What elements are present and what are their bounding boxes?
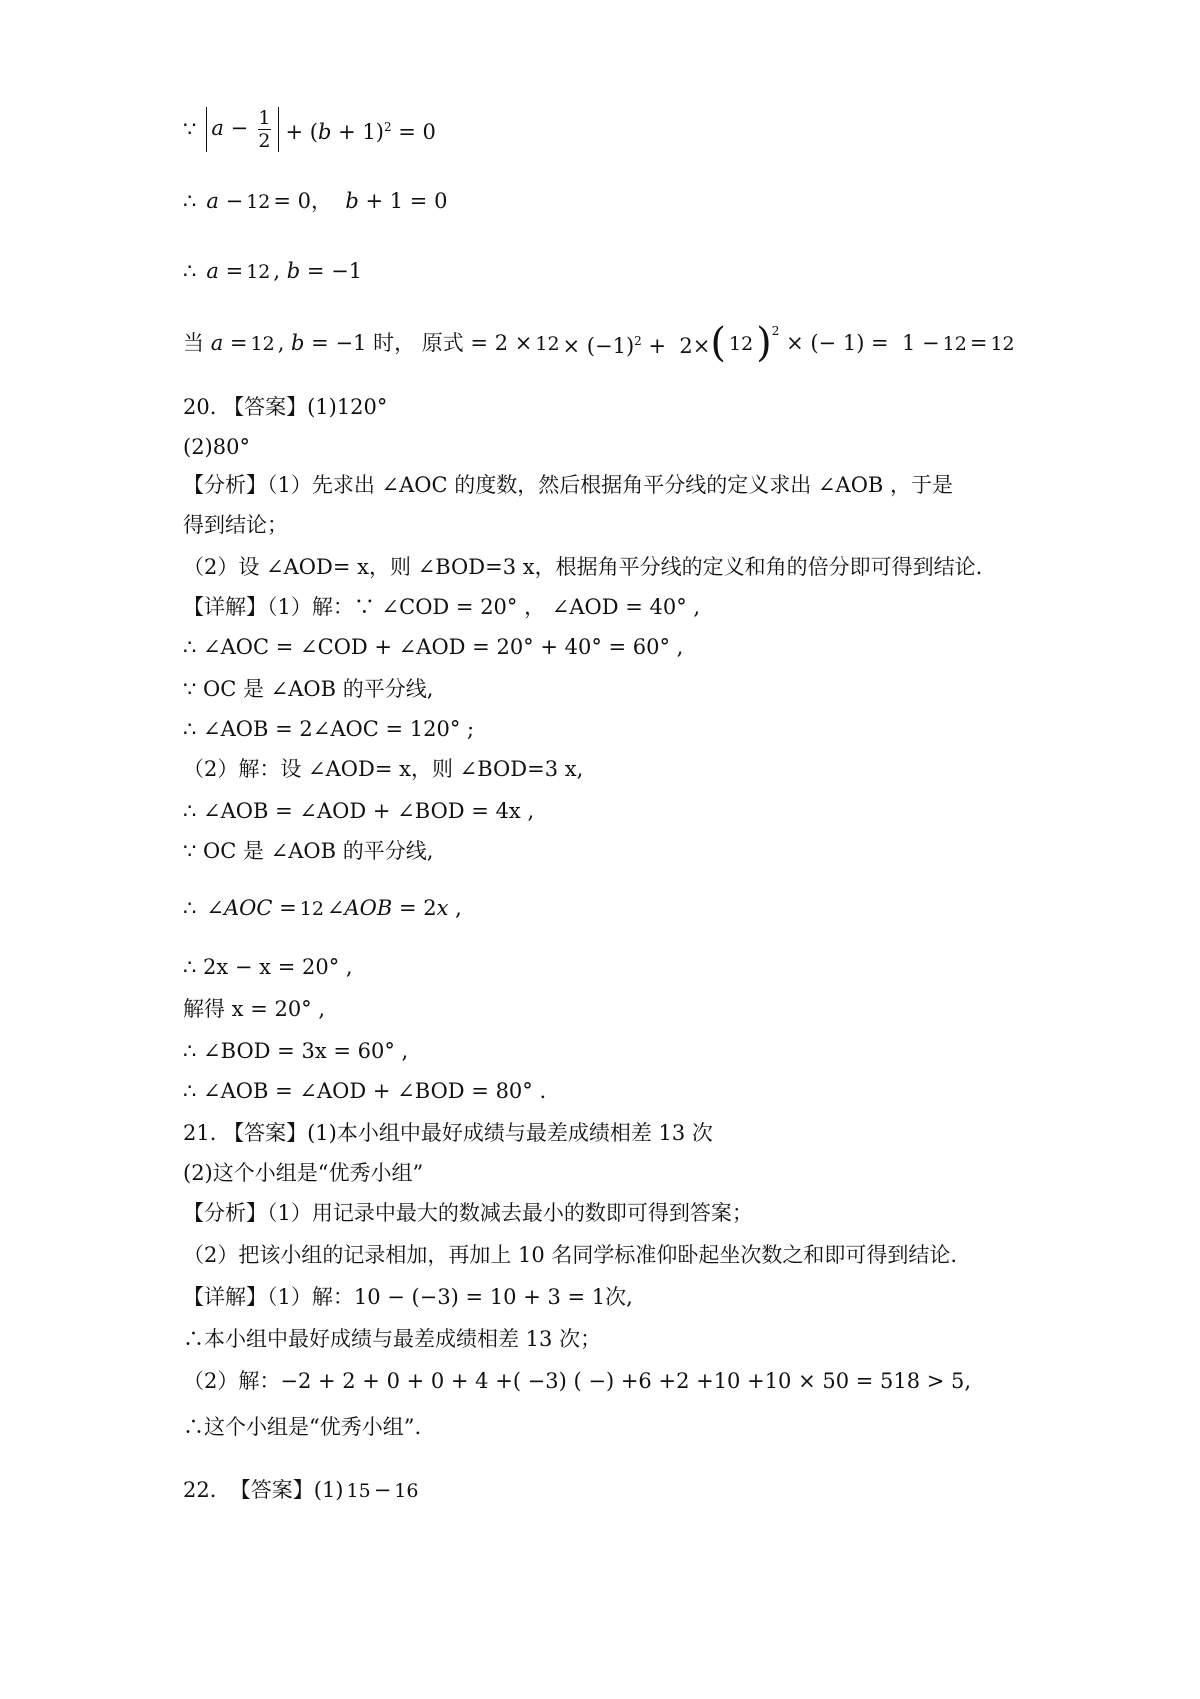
fraction-denominator: 6 bbox=[406, 1480, 419, 1502]
q21-detail-3: （2）解：−2 + 2 + 0 + 0 + 4 +( −3) ( −) +6 +2 +10 +10 × 50 = 518 > 5, bbox=[183, 1369, 972, 1393]
q20-detail-4: ∴ ∠AOB = 2∠AOC = 120° ; bbox=[183, 717, 475, 741]
q22-answer: 22. 【答案】(1) 15 − 16 bbox=[183, 1478, 419, 1502]
q20-detail-2: ∴ ∠AOC = ∠COD + ∠AOD = 20° + 40° = 60° , bbox=[183, 635, 684, 659]
q20-detail-10: 解得 x = 20° , bbox=[183, 997, 326, 1021]
q21-analysis-2: （2）把该小组的记录相加，再加上 10 名同学标准仰卧起坐次数之和即可得到结论. bbox=[183, 1243, 958, 1267]
therefore-symbol: ∴ bbox=[183, 896, 197, 920]
fraction-numerator: 1 bbox=[246, 191, 259, 213]
q20-detail-5: （2）解：设 ∠AOD= x，则 ∠BOD=3 x, bbox=[183, 757, 584, 781]
q20-analysis-1: 【分析】（1）先求出 ∠AOC 的度数，然后根据角平分线的定义求出 ∠AOB ，于是 bbox=[183, 473, 954, 497]
fraction-numerator: 1 bbox=[394, 1480, 407, 1502]
equation-line-3: ∴ a = 12 , b = −1 bbox=[183, 246, 1080, 296]
equation-line-1: ∵ a − $\frac{1}{2}$ + $(b + 1)^2 = 0$ bbox=[183, 106, 436, 152]
fraction-numerator: 1 bbox=[258, 106, 271, 129]
q20-detail-12: ∴ ∠AOB = ∠AOD + ∠BOD = 80° . bbox=[183, 1079, 547, 1103]
q21-answer-2: (2)这个小组是“优秀小组” bbox=[183, 1161, 424, 1185]
because-symbol: ∵ bbox=[183, 117, 197, 141]
fraction-numerator: 1 bbox=[246, 261, 259, 283]
q21-detail-4: ∴这个小组是“优秀小组”. bbox=[183, 1415, 422, 1439]
therefore-symbol: ∴ bbox=[183, 189, 197, 213]
q20-detail-3: ∵ OC 是 ∠AOB 的平分线, bbox=[183, 677, 434, 701]
q20-analysis-2: （2）设 ∠AOD= x，则 ∠BOD=3 x，根据角平分线的定义和角的倍分即可得到结论. bbox=[183, 555, 983, 579]
q20-answer-2: (2)80° bbox=[183, 435, 250, 459]
q20-answer-1: 20. 【答案】(1)120° bbox=[183, 395, 388, 419]
equation-line-2: ∴ a − 12 = 0， b + 1 = 0 bbox=[183, 176, 1080, 226]
fraction-denominator: 5 bbox=[358, 1480, 371, 1502]
q21-analysis-1: 【分析】（1）用记录中最大的数减去最小的数即可得到答案； bbox=[183, 1201, 753, 1225]
q21-detail-2: ∴本小组中最好成绩与最差成绩相差 13 次； bbox=[183, 1327, 602, 1351]
q20-detail-6: ∴ ∠AOB = ∠AOD + ∠BOD = 4x , bbox=[183, 799, 535, 823]
q21-detail-1: 【详解】（1）解：10 − (−3) = 10 + 3 = 1次, bbox=[183, 1285, 633, 1309]
q20-detail-7: ∵ OC 是 ∠AOB 的平分线, bbox=[183, 839, 434, 863]
equation-line-4: 当 a = 12 , b = −1 时， 原式 = 2 × 12 × $(-1)^2 + 2\times$ ( 12 ) $^2$ × (− 1) = 1 − 12 = 12 bbox=[183, 320, 1015, 366]
q20-analysis-1b: 得到结论； bbox=[183, 513, 288, 537]
q20-detail-9: ∴ 2x − x = 20° , bbox=[183, 955, 353, 979]
q21-answer-1: 21. 【答案】(1)本小组中最好成绩与最差成绩相差 13 次 bbox=[183, 1121, 713, 1145]
q20-detail-8: ∴ ∠AOC = 12 ∠AOB = 2x , bbox=[183, 880, 1080, 936]
fraction-denominator: 2 bbox=[258, 261, 271, 283]
fraction-denominator: 2 bbox=[258, 129, 271, 152]
absolute-value: a − $\frac{1}{2}$ bbox=[206, 107, 278, 152]
fraction-numerator: 1 bbox=[346, 1480, 359, 1502]
therefore-symbol: ∴ bbox=[183, 259, 197, 283]
q20-detail-1: 【详解】（1）解：∵ ∠COD = 20° ， ∠AOD = 40° , bbox=[183, 595, 701, 619]
fraction-denominator: 2 bbox=[258, 191, 271, 213]
q20-detail-11: ∴ ∠BOD = 3x = 60° , bbox=[183, 1039, 409, 1063]
